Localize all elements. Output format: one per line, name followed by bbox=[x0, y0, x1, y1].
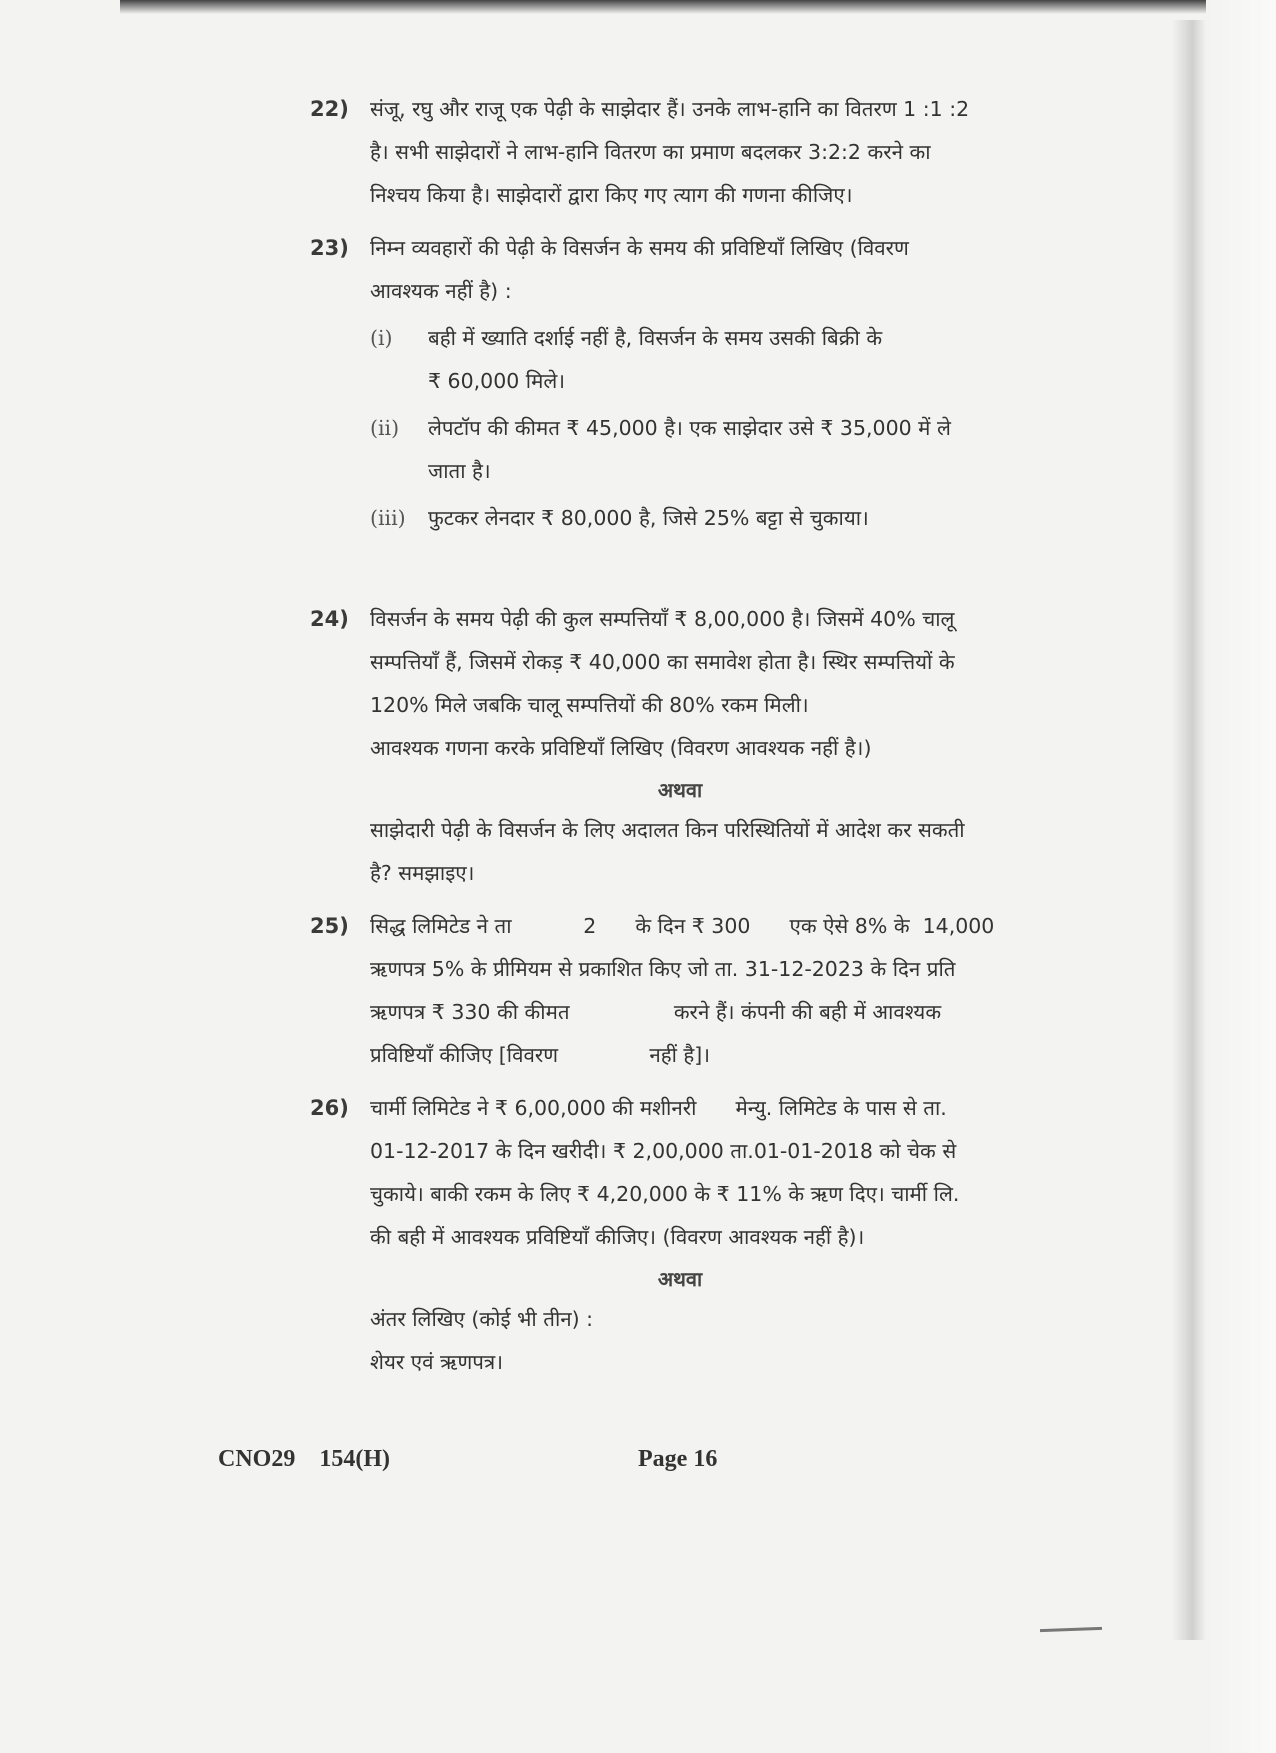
question-line: विसर्जन के समय पेढ़ी की कुल सम्पत्तियाँ ₹ 8,00,000 है। जिसमें 40% चालू bbox=[370, 607, 955, 631]
question-number: 25) bbox=[310, 914, 349, 938]
question-line: है? समझाइए। bbox=[370, 861, 475, 885]
sub-item bbox=[370, 407, 1060, 493]
sub-item-line: ₹ 60,000 मिले। bbox=[428, 369, 566, 393]
question-line: सिद्ध लिमिटेड ने ता 2 के दिन ₹ 300 एक ऐसे 8% के 14,000 bbox=[370, 914, 995, 938]
sub-item-line: बही में ख्याति दर्शाई नहीं है, विसर्जन के समय उसकी बिक्री के bbox=[428, 326, 883, 350]
question-line: चुकाये। बाकी रकम के लिए ₹ 4,20,000 के ₹ 11% के ऋण दिए। चार्मी लि. bbox=[370, 1182, 960, 1206]
question-line: निश्चय किया है। साझेदारों द्वारा किए गए त्याग की गणना कीजिए। bbox=[370, 183, 853, 207]
question-number: 22) bbox=[310, 97, 349, 121]
question-line: ऋणपत्र 5% के प्रीमियम से प्रकाशित किए जो ता. 31-12-2023 के दिन प्रति bbox=[370, 957, 956, 981]
question-line: प्रविष्टियाँ कीजिए [विवरण नहीं है]। bbox=[370, 1043, 711, 1067]
question-line: निम्न व्यवहारों की पेढ़ी के विसर्जन के समय की प्रविष्टियाँ लिखिए (विवरण bbox=[370, 236, 909, 260]
or-separator: अथवा bbox=[657, 1267, 703, 1291]
page-number: Page 16 bbox=[638, 1446, 718, 1472]
question-line: आवश्यक नहीं है) : bbox=[370, 279, 512, 303]
question-line: साझेदारी पेढ़ी के विसर्जन के लिए अदालत किन परिस्थितियों में आदेश कर सकती bbox=[370, 818, 965, 842]
paper-code: CNO29 154(H) bbox=[218, 1446, 390, 1472]
question-line: की बही में आवश्यक प्रविष्टियाँ कीजिए। (विवरण आवश्यक नहीं है)। bbox=[370, 1225, 865, 1249]
question-line: 01-12-2017 के दिन खरीदी। ₹ 2,00,000 ता.01-01-2018 को चेक से bbox=[370, 1139, 957, 1163]
question-line: अंतर लिखिए (कोई भी तीन) : bbox=[370, 1307, 594, 1331]
question-22 bbox=[300, 88, 1060, 217]
question-number: 23) bbox=[310, 236, 349, 260]
question-23 bbox=[300, 227, 1060, 540]
alternative-question bbox=[300, 809, 1060, 895]
alternative-question bbox=[300, 1298, 1060, 1384]
sub-item-label: (i) bbox=[370, 326, 393, 350]
scan-top-edge bbox=[120, 0, 1276, 14]
question-line: है। सभी साझेदारों ने लाभ-हानि वितरण का प्रमाण बदलकर 3:2:2 करने का bbox=[370, 140, 931, 164]
question-25 bbox=[300, 905, 1060, 1077]
sub-item-label: (ii) bbox=[370, 416, 400, 440]
sub-item bbox=[370, 497, 1060, 540]
question-line: सम्पत्तियाँ हैं, जिसमें रोकड़ ₹ 40,000 का समावेश होता है। स्थिर सम्पत्तियों के bbox=[370, 650, 955, 674]
scan-spine-shadow bbox=[1172, 20, 1206, 1640]
sub-item bbox=[370, 317, 1060, 403]
exam-page bbox=[300, 88, 1060, 1384]
question-24 bbox=[300, 598, 1060, 770]
scan-right-margin bbox=[1206, 0, 1276, 1753]
question-number: 26) bbox=[310, 1096, 349, 1120]
sub-item-line: लेपटॉप की कीमत ₹ 45,000 है। एक साझेदार उसे ₹ 35,000 में ले bbox=[428, 416, 951, 440]
question-26 bbox=[300, 1087, 1060, 1259]
sub-item-line: जाता है। bbox=[428, 459, 491, 483]
question-line: संजू, रघु और राजू एक पेढ़ी के साझेदार हैं। उनके लाभ-हानि का वितरण 1 :1 :2 bbox=[370, 97, 970, 121]
question-line: आवश्यक गणना करके प्रविष्टियाँ लिखिए (विवरण आवश्यक नहीं है।) bbox=[370, 736, 872, 760]
question-number: 24) bbox=[310, 607, 349, 631]
pen-mark bbox=[1040, 1627, 1102, 1632]
sub-item-line: फुटकर लेनदार ₹ 80,000 है, जिसे 25% बट्टा से चुकाया। bbox=[428, 506, 869, 530]
question-line: ऋणपत्र ₹ 330 की कीमत करने हैं। कंपनी की बही में आवश्यक bbox=[370, 1000, 942, 1024]
question-line: चार्मी लिमिटेड ने ₹ 6,00,000 की मशीनरी मेन्यु. लिमिटेड के पास से ता. bbox=[370, 1096, 947, 1120]
question-line: शेयर एवं ऋणपत्र। bbox=[370, 1350, 504, 1374]
question-line: 120% मिले जबकि चालू सम्पत्तियों की 80% रकम मिली। bbox=[370, 693, 809, 717]
or-separator: अथवा bbox=[657, 778, 703, 802]
sub-item-label: (iii) bbox=[370, 506, 406, 530]
